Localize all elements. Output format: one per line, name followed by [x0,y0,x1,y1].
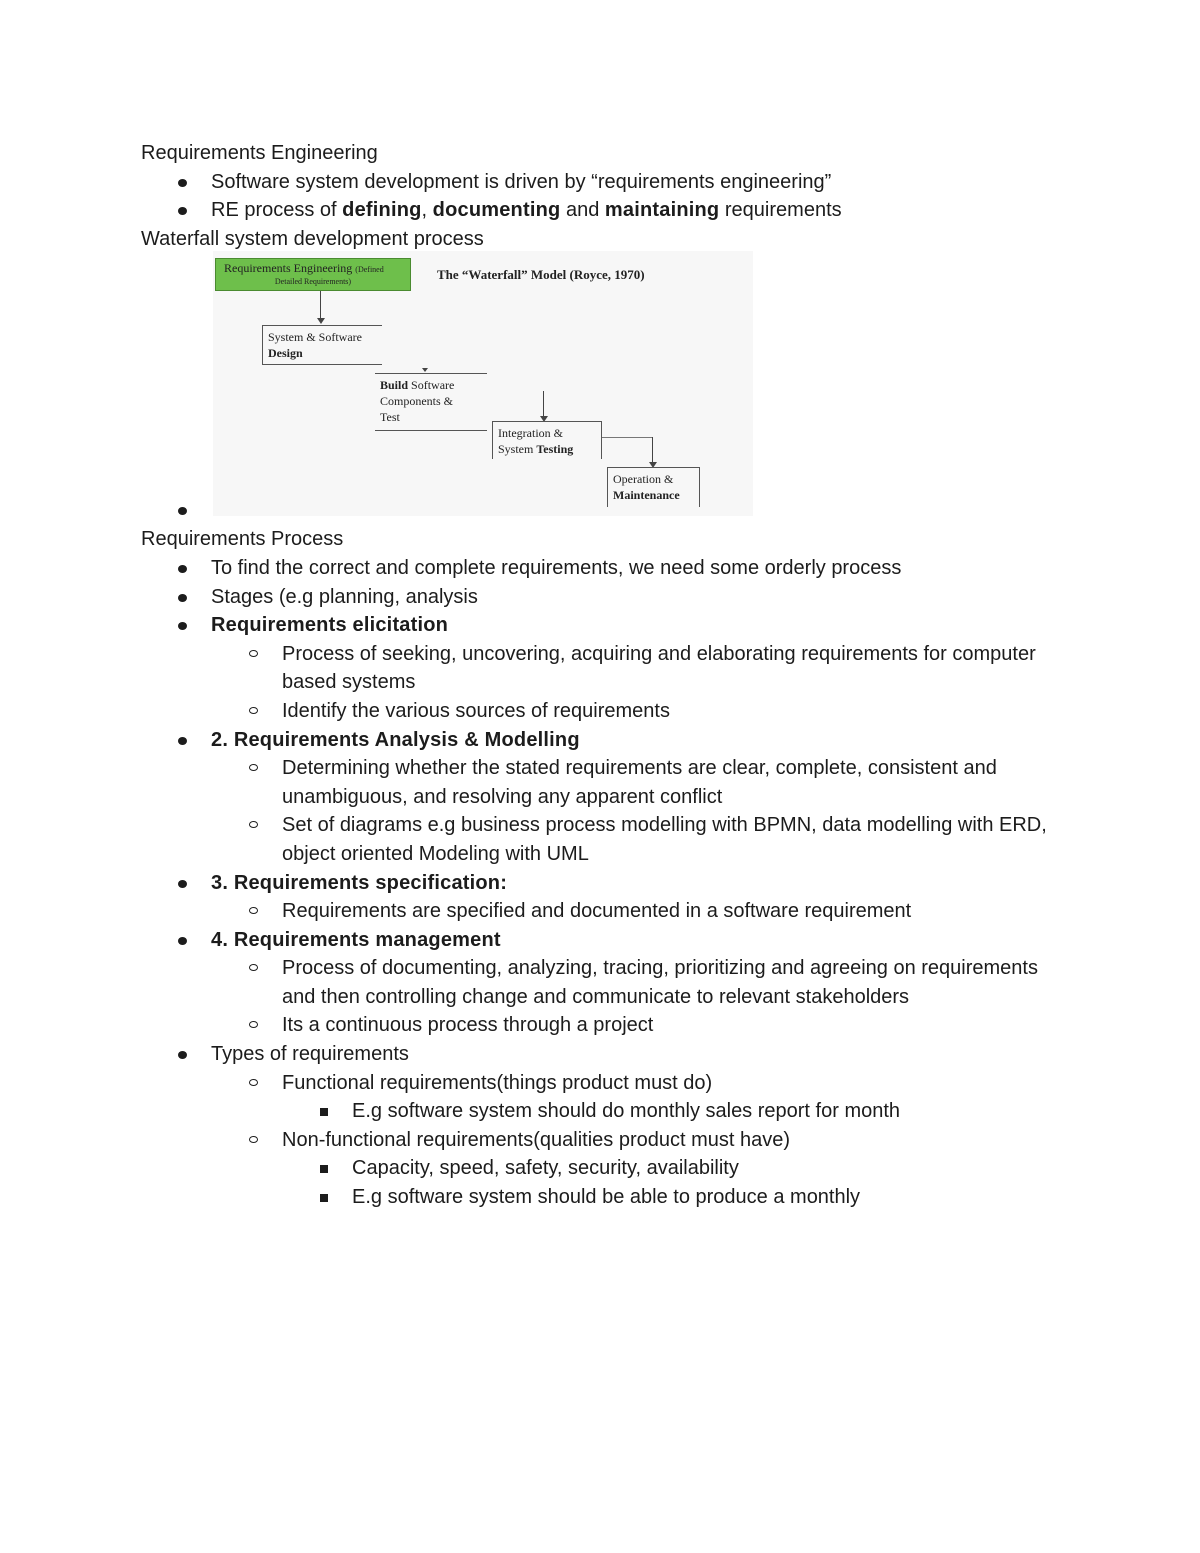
circle-bullet-icon [249,907,258,914]
diagram-build-box [375,373,487,431]
bullet-icon [178,880,187,888]
document-page [141,139,1071,1212]
sub-list-item [141,1069,1071,1098]
list-item [141,726,1071,755]
list-item [141,554,1071,583]
sub-sub-list-item [141,1183,1071,1212]
square-bullet-icon [320,1108,328,1116]
list-item-text: Determining whether the stated requirements are clear, complete, consistent and unambiguous, and resolving any apparent conflict [282,757,997,808]
bullet-icon [178,179,187,187]
bullet-icon [178,565,187,573]
sub-list-item [141,954,1071,1011]
list-item-text: Process of seeking, uncovering, acquiring and elaborating requirements for computer based systems [282,642,1036,694]
list-item-text: Non-functional requirements(qualities product must have) [282,1128,791,1151]
subheading: 4. Requirements management [211,928,501,951]
list-item-text: Requirements are specified and documented in a software requirement [282,900,912,923]
sub-list-item [141,811,1071,868]
arrow-line [320,291,321,319]
connector-line [602,437,653,438]
list-item [141,196,1071,225]
diagram-label: Build [380,378,409,393]
subheading: 2. Requirements Analysis & Modelling [211,728,580,751]
circle-bullet-icon [249,764,258,771]
list-item-text: To find the correct and complete requirements, we need some orderly process [211,556,902,579]
list-item [141,253,1071,525]
bullet-icon [178,1051,187,1059]
circle-bullet-icon [249,707,258,714]
list-item-text: Stages (e.g planning, analysis [211,585,478,608]
diagram-label: Design [268,346,303,361]
diagram-label: System [498,442,537,457]
diagram-label: Detailed Requirements) [274,277,352,287]
diagram-label: Testing [536,442,574,457]
diagram-integration-box [492,421,602,459]
list-item [141,1040,1071,1069]
list-item-text: RE process of [211,199,343,222]
list-item-text: Process of documenting, analyzing, tracing, prioritizing and agreeing on requirements and then controlling change and communicate to relevant stakeholders [282,957,1038,1008]
bold-term: maintaining [604,199,720,222]
circle-bullet-icon [249,1021,258,1028]
list-item [141,168,1071,197]
square-bullet-icon [320,1194,328,1202]
list-item-text: requirements [719,199,842,222]
bullet-icon [178,207,187,215]
arrow-line [543,391,544,417]
arrow-line [652,437,653,463]
diagram-label: Test [380,410,400,425]
diagram-label: Maintenance [613,488,680,503]
subheading: Requirements elicitation [211,614,449,637]
list-item [141,869,1071,898]
list-item-text: Set of diagrams e.g business process modelling with BPMN, data modelling with ERD, object oriented Modeling with UML [282,814,1047,865]
circle-bullet-icon [249,964,258,971]
diagram-operation-box [607,467,700,507]
list-item-text: E.g software system should do monthly sales report for month [352,1100,901,1123]
list-item [141,926,1071,955]
list-item-text: Types of requirements [211,1043,409,1066]
heading-requirements-engineering: Requirements Engineering [141,142,378,164]
list-item-text: Identify the various sources of requirements [282,699,670,722]
list-item [141,611,1071,640]
bullet-icon [178,937,187,945]
sub-list-item [141,754,1071,811]
diagram-label: Operation & [613,472,674,487]
sub-sub-list-item [141,1154,1071,1183]
list-item-text: E.g software system should be able to produce a monthly [352,1186,861,1209]
bullet-icon [178,622,187,630]
diagram-label: Components & [380,394,454,409]
heading-requirements-process: Requirements Process [141,528,344,551]
list-item-text: Functional requirements(things product must do) [282,1071,713,1094]
bullet-icon [178,594,187,602]
sub-sub-list-item [141,1097,1071,1126]
list-item-text: Capacity, speed, safety, security, availability [352,1157,739,1180]
sub-list-item [141,640,1071,697]
arrowhead-icon [317,318,325,324]
circle-bullet-icon [249,1136,258,1143]
diagram-label: System & Software [268,330,362,345]
diagram-title: The “Waterfall” Model (Royce, 1970) [437,267,645,283]
bold-term: documenting [432,199,561,222]
bullet-icon [178,737,187,745]
circle-bullet-icon [249,821,258,828]
diagram-requirements-box [215,258,411,291]
list-item-text: , [421,199,433,222]
sub-list-item [141,1126,1071,1155]
sub-list-item [141,697,1071,726]
diagram-label: Requirements Engineering [224,261,353,276]
arrowhead-icon [422,368,428,372]
diagram-system-design-box [262,325,382,365]
diagram-label: (Defined [355,265,384,275]
bullet-icon [178,507,187,515]
subheading: 3. Requirements specification: [211,871,508,894]
diagram-label: Software [408,378,455,393]
circle-bullet-icon [249,1079,258,1086]
waterfall-diagram [213,251,753,516]
diagram-label: Integration & [498,426,563,441]
heading-waterfall: Waterfall system development process [141,227,484,250]
list-item [141,583,1071,612]
sub-list-item [141,1011,1071,1040]
list-item-text: and [560,199,605,222]
sub-list-item [141,897,1071,926]
list-item-text: Its a continuous process through a project [282,1014,654,1037]
circle-bullet-icon [249,650,258,657]
square-bullet-icon [320,1165,328,1173]
list-item-text: Software system development is driven by “requirements engineering” [211,170,832,193]
bold-term: defining [342,199,422,222]
